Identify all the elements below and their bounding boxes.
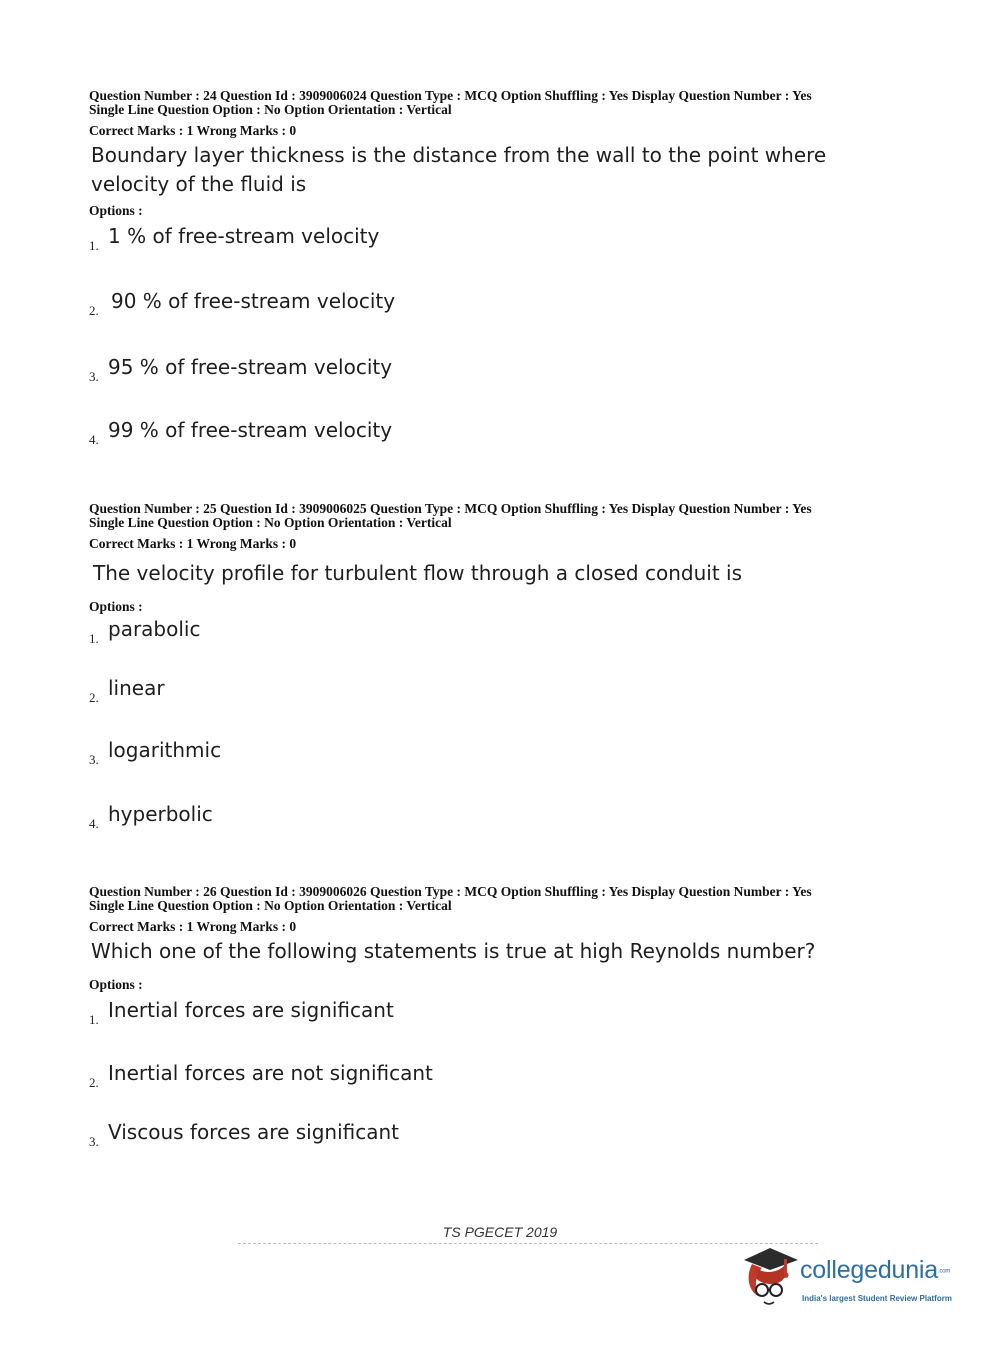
option-number: 4. bbox=[89, 432, 99, 447]
option-text: 1 % of free-stream velocity bbox=[108, 224, 380, 248]
option-number: 2. bbox=[89, 303, 99, 318]
option-number: 1. bbox=[89, 238, 99, 253]
meta-line: Question Number : 26 Question Id : 3909006026 Question Type : MCQ Option Shuffling : Yes Display Question Number : Yes bbox=[89, 884, 812, 899]
logo-suffix: .com bbox=[938, 1268, 951, 1275]
logo-tagline: India's largest Student Review Platform bbox=[802, 1294, 952, 1303]
question-26-option-2[interactable] bbox=[89, 1061, 589, 1091]
option-text: linear bbox=[108, 676, 165, 700]
question-25-option-2[interactable] bbox=[89, 676, 589, 706]
collegedunia-logo[interactable] bbox=[740, 1244, 975, 1314]
option-text: hyperbolic bbox=[108, 802, 213, 826]
question-25-option-4[interactable] bbox=[89, 802, 589, 832]
logo-wordmark bbox=[800, 1256, 950, 1285]
question-24-option-4[interactable] bbox=[89, 418, 589, 448]
question-text-line: Which one of the following statements is true at high Reynolds number? bbox=[91, 939, 816, 963]
question-26-text bbox=[91, 937, 851, 966]
question-25-marks: Correct Marks : 1 Wrong Marks : 0 bbox=[89, 536, 297, 551]
option-text: parabolic bbox=[108, 617, 201, 641]
graduate-mascot-icon bbox=[740, 1244, 802, 1314]
option-text: Inertial forces are significant bbox=[108, 998, 394, 1022]
question-24-option-3[interactable] bbox=[89, 355, 589, 385]
exam-footer: TS PGECET 2019 bbox=[442, 1224, 558, 1240]
question-24-meta bbox=[89, 89, 969, 117]
question-26-options-label: Options : bbox=[89, 977, 143, 992]
meta-line: Single Line Question Option : No Option Orientation : Vertical bbox=[89, 102, 452, 117]
option-number: 2. bbox=[89, 1075, 99, 1090]
option-text: logarithmic bbox=[108, 738, 222, 762]
question-25-meta bbox=[89, 502, 969, 530]
question-text-line: Boundary layer thickness is the distance from the wall to the point where bbox=[91, 143, 827, 167]
question-26-meta bbox=[89, 885, 969, 913]
option-number: 1. bbox=[89, 631, 99, 646]
option-text: 95 % of free-stream velocity bbox=[108, 355, 393, 379]
logo-name: collegedunia bbox=[800, 1256, 938, 1284]
question-25-option-1[interactable] bbox=[89, 617, 589, 647]
meta-line: Question Number : 24 Question Id : 3909006024 Question Type : MCQ Option Shuffling : Yes Display Question Number : Yes bbox=[89, 88, 812, 103]
option-number: 2. bbox=[89, 690, 99, 705]
option-number: 3. bbox=[89, 369, 99, 384]
option-text: 90 % of free-stream velocity bbox=[111, 289, 396, 313]
question-24-marks: Correct Marks : 1 Wrong Marks : 0 bbox=[89, 123, 297, 138]
option-text: Inertial forces are not significant bbox=[108, 1061, 433, 1085]
question-text-line: The velocity profile for turbulent flow through a closed conduit is bbox=[93, 561, 742, 585]
meta-line: Single Line Question Option : No Option Orientation : Vertical bbox=[89, 898, 452, 913]
option-text: Viscous forces are significant bbox=[108, 1120, 400, 1144]
option-number: 1. bbox=[89, 1012, 99, 1027]
option-number: 3. bbox=[89, 752, 99, 767]
question-25-option-3[interactable] bbox=[89, 738, 589, 768]
question-24-option-1[interactable] bbox=[89, 224, 589, 254]
meta-line: Single Line Question Option : No Option Orientation : Vertical bbox=[89, 515, 452, 530]
meta-line: Question Number : 25 Question Id : 3909006025 Question Type : MCQ Option Shuffling : Yes Display Question Number : Yes bbox=[89, 501, 812, 516]
option-number: 4. bbox=[89, 816, 99, 831]
question-25-options-label: Options : bbox=[89, 599, 143, 614]
option-number: 3. bbox=[89, 1134, 99, 1149]
question-24-text bbox=[91, 141, 851, 199]
option-text: 99 % of free-stream velocity bbox=[108, 418, 393, 442]
question-26-option-1[interactable] bbox=[89, 998, 589, 1028]
footer-divider bbox=[238, 1243, 818, 1246]
question-text-line: velocity of the fluid is bbox=[91, 172, 307, 196]
question-26-option-3[interactable] bbox=[89, 1120, 589, 1150]
question-26-marks: Correct Marks : 1 Wrong Marks : 0 bbox=[89, 919, 297, 934]
question-25-text bbox=[93, 559, 853, 588]
question-24-option-2[interactable] bbox=[89, 289, 589, 319]
question-24-options-label: Options : bbox=[89, 203, 143, 218]
